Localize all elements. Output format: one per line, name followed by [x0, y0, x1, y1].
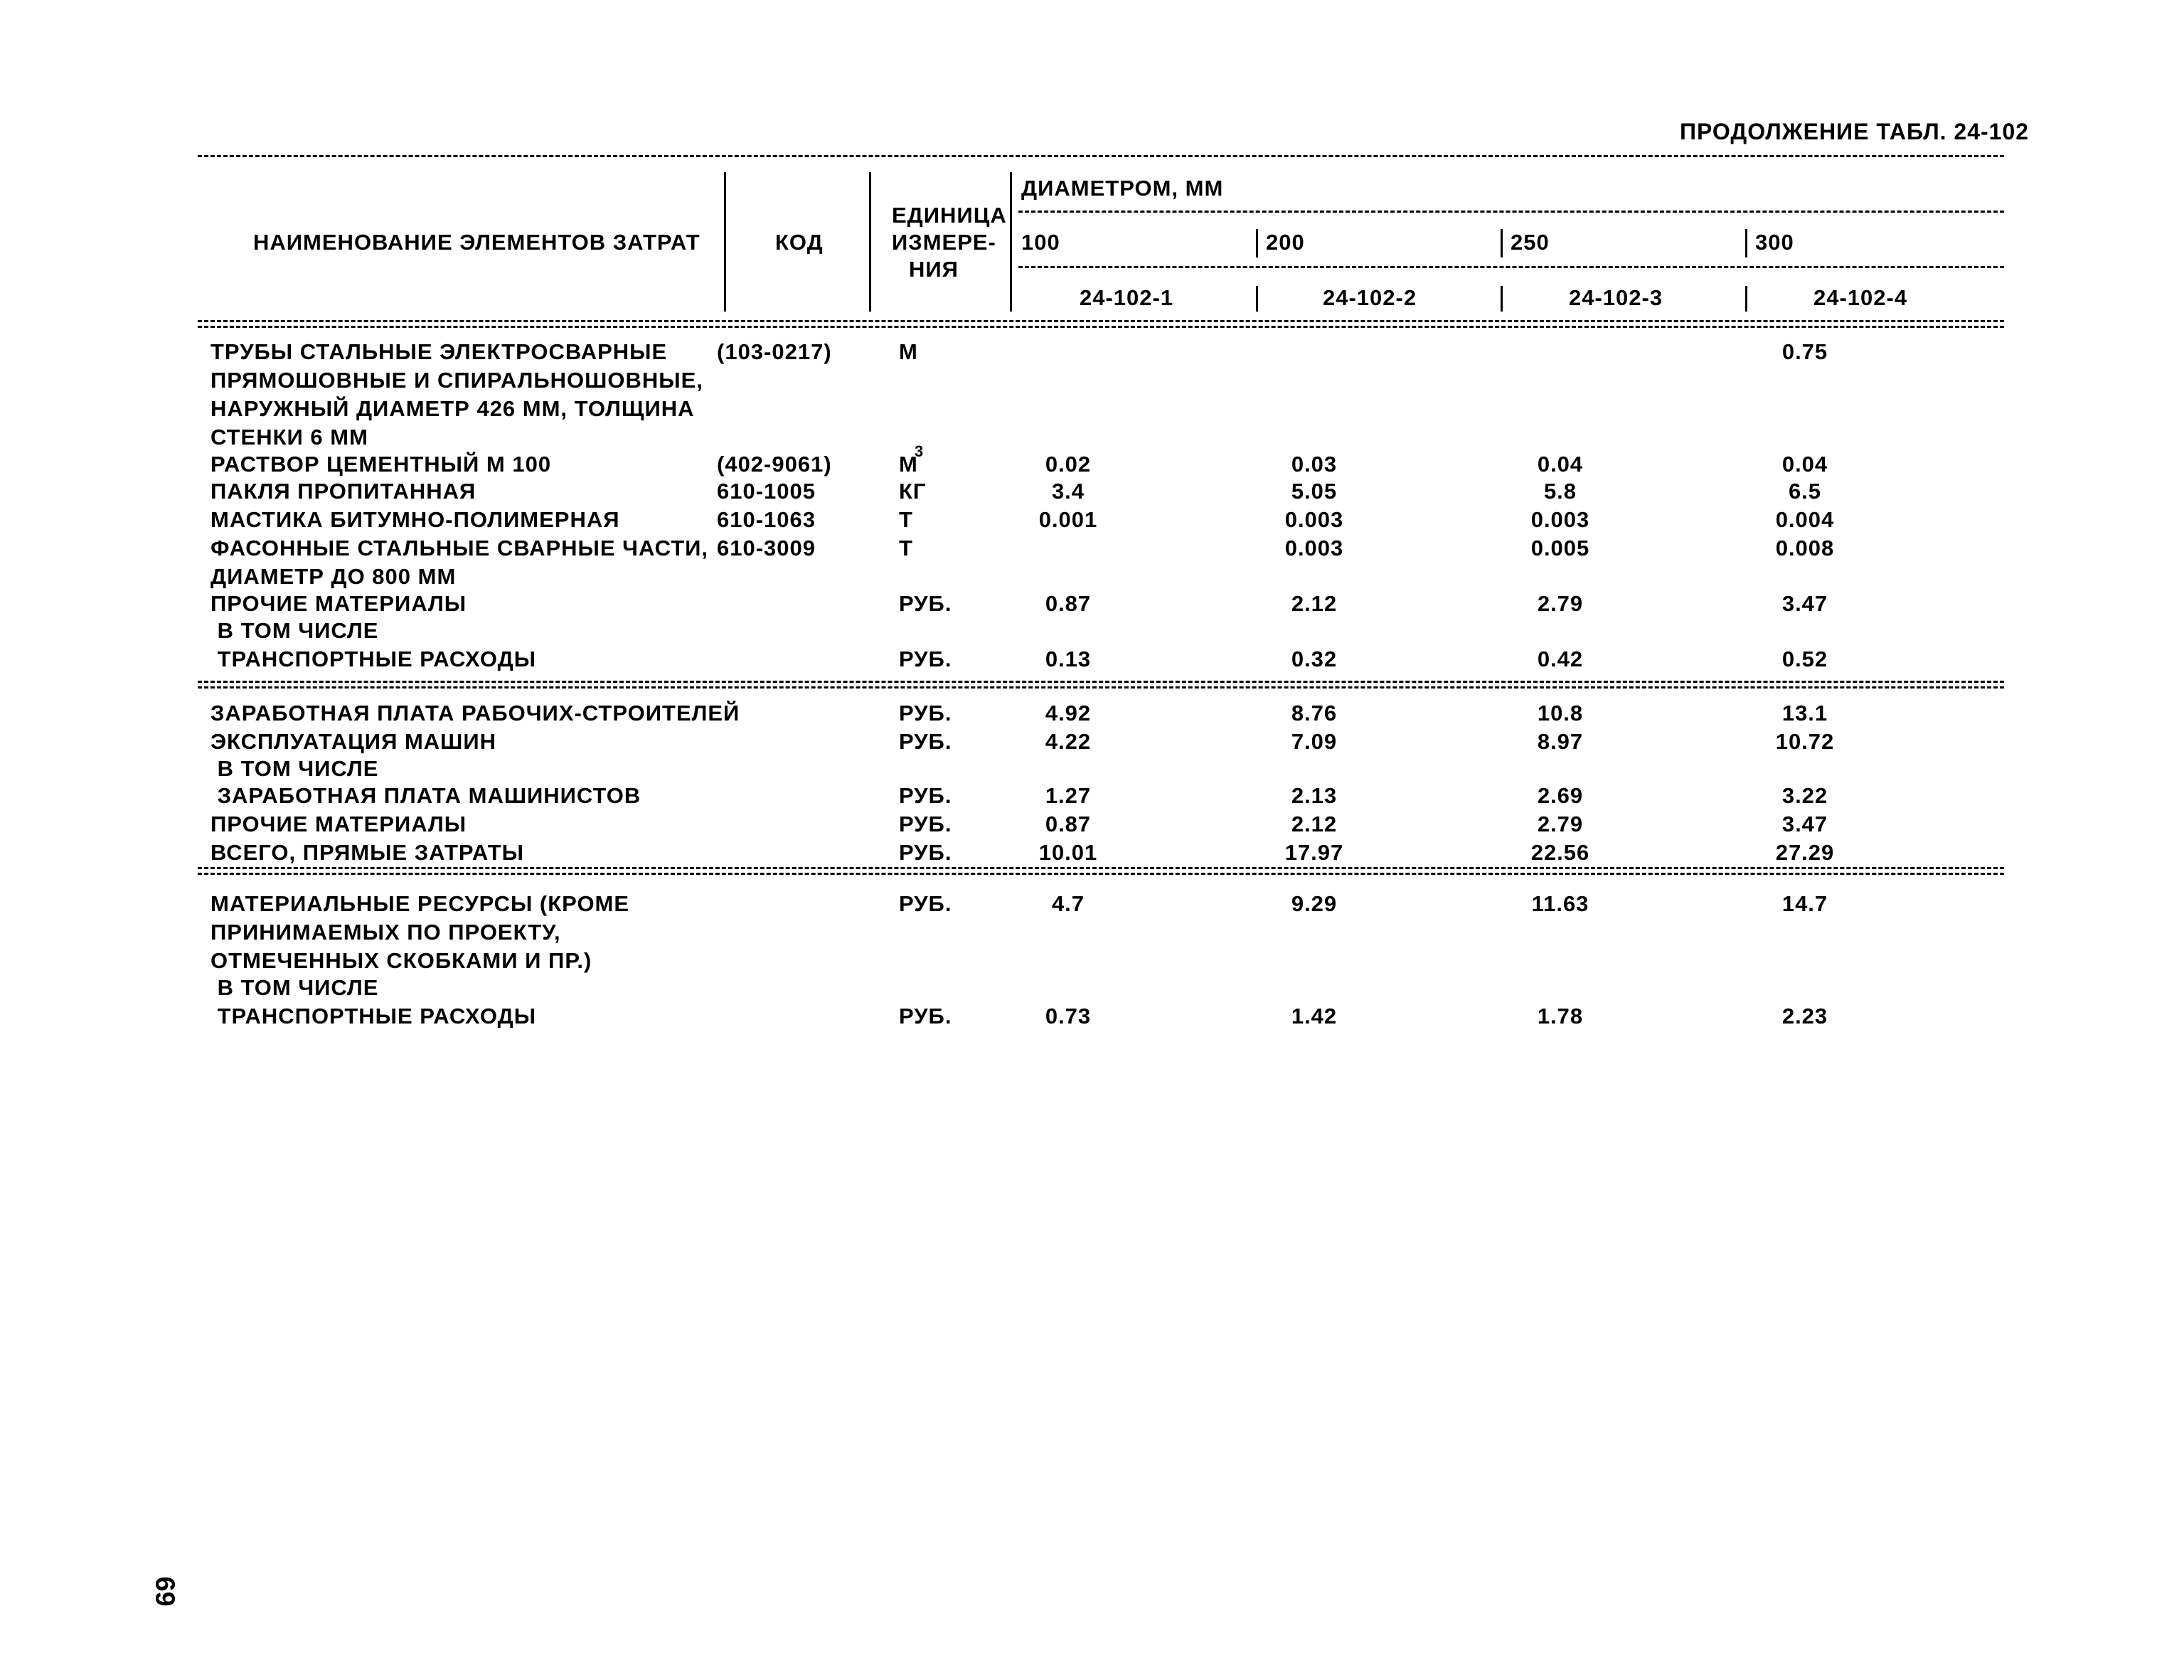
header-bottom-rule	[198, 320, 2004, 322]
row-value-4: 0.008	[1775, 536, 1835, 560]
continuation-title: ПРОДОЛЖЕНИЕ ТАБЛ. 24-102	[1680, 119, 2030, 144]
row-name: ЗАРАБОТНАЯ ПЛАТА РАБОЧИХ-СТРОИТЕЛЕЙ	[211, 701, 740, 725]
row-value-3: 2.79	[1537, 591, 1584, 616]
row-value-2: 0.03	[1291, 452, 1338, 477]
row-value-2: 17.97	[1284, 840, 1344, 865]
table-top-rule	[198, 155, 2004, 157]
row-value-4: 0.004	[1775, 507, 1835, 532]
row-value-4: 6.5	[1788, 479, 1822, 504]
row-code: 610-1005	[717, 479, 816, 504]
section-rule-2b	[198, 873, 2004, 875]
row-name: В ТОМ ЧИСЛЕ	[211, 618, 379, 643]
header-separator-d4	[1745, 229, 1747, 257]
row-value-4: 0.04	[1781, 452, 1828, 477]
row-unit-superscript: 3	[915, 442, 924, 460]
row-value-1: 4.92	[1045, 701, 1092, 725]
row-code: 610-3009	[717, 536, 816, 560]
row-unit: М	[899, 339, 918, 364]
row-value-3: 5.8	[1543, 479, 1577, 504]
row-value-1: 10.01	[1038, 840, 1098, 865]
row-unit: РУБ.	[899, 1004, 952, 1028]
header-d2: 200	[1266, 230, 1305, 255]
row-name: СТЕНКИ 6 ММ	[211, 425, 368, 450]
row-value-4: 3.22	[1781, 783, 1828, 808]
header-d4: 300	[1755, 230, 1794, 255]
row-name: В ТОМ ЧИСЛЕ	[211, 756, 379, 781]
header-separator-c4	[1745, 286, 1747, 312]
header-unit-line2: ИЗМЕРЕ-	[892, 230, 996, 255]
page-number: 69	[149, 1576, 180, 1607]
row-value-4: 3.47	[1781, 591, 1828, 616]
row-name: ЭКСПЛУАТАЦИЯ МАШИН	[211, 729, 497, 754]
section-rule-1b	[198, 686, 2004, 689]
header-separator-d2	[1256, 229, 1258, 257]
row-value-4: 27.29	[1775, 840, 1835, 865]
row-name: ОТМЕЧЕННЫХ СКОБКАМИ И ПР.)	[211, 948, 592, 973]
row-code: (402-9061)	[717, 452, 832, 477]
row-value-2: 8.76	[1291, 701, 1338, 725]
section-rule-2	[198, 867, 2004, 869]
row-value-2: 0.32	[1291, 647, 1338, 671]
row-name: В ТОМ ЧИСЛЕ	[211, 975, 379, 1000]
row-value-1: 0.73	[1045, 1004, 1092, 1028]
row-value-3: 1.78	[1537, 1004, 1584, 1028]
row-value-4: 10.72	[1775, 729, 1835, 754]
row-unit: РУБ.	[899, 783, 952, 808]
row-value-3: 10.8	[1537, 701, 1584, 725]
row-value-3: 0.005	[1530, 536, 1590, 560]
row-value-2: 0.003	[1284, 536, 1344, 560]
row-name: ПРЯМОШОВНЫЕ И СПИРАЛЬНОШОВНЫЕ,	[211, 368, 703, 393]
row-name: ПРИНИМАЕМЫХ ПО ПРОЕКТУ,	[211, 920, 561, 945]
row-value-2: 2.13	[1291, 783, 1338, 808]
header-unit-line3: НИЯ	[909, 257, 959, 282]
row-value-1: 0.02	[1045, 452, 1092, 477]
row-value-1: 0.13	[1045, 647, 1092, 671]
row-value-3: 0.04	[1537, 452, 1584, 477]
header-bottom-rule-2	[198, 326, 2004, 328]
header-c3: 24-102-3	[1569, 285, 1663, 310]
header-separator-code	[869, 172, 871, 312]
row-unit: КГ	[899, 479, 927, 504]
row-value-4: 2.23	[1781, 1004, 1828, 1028]
header-code: КОД	[775, 230, 824, 255]
row-name: ПАКЛЯ ПРОПИТАННАЯ	[211, 479, 476, 504]
row-value-1: 0.87	[1045, 591, 1092, 616]
header-c4: 24-102-4	[1813, 285, 1908, 310]
row-value-3: 22.56	[1530, 840, 1590, 865]
header-rule-diameter	[1018, 211, 2004, 213]
row-code: 610-1063	[717, 507, 816, 532]
header-c1: 24-102-1	[1080, 285, 1174, 310]
row-value-1: 4.7	[1051, 891, 1085, 916]
header-rule-sizes	[1018, 266, 2004, 268]
header-c2: 24-102-2	[1323, 285, 1417, 310]
row-unit: Т	[899, 507, 913, 532]
row-unit: РУБ.	[899, 647, 952, 671]
row-name: ПРОЧИЕ МАТЕРИАЛЫ	[211, 591, 467, 616]
row-value-4: 14.7	[1781, 891, 1828, 916]
row-value-3: 2.79	[1537, 812, 1584, 836]
row-name: МАСТИКА БИТУМНО-ПОЛИМЕРНАЯ	[211, 507, 620, 532]
row-value-2: 1.42	[1291, 1004, 1338, 1028]
row-value-4: 0.75	[1781, 339, 1828, 364]
row-name: ФАСОННЫЕ СТАЛЬНЫЕ СВАРНЫЕ ЧАСТИ,	[211, 536, 709, 560]
row-value-1: 0.87	[1045, 812, 1092, 836]
row-name: ТРАНСПОРТНЫЕ РАСХОДЫ	[211, 647, 537, 671]
row-value-3: 2.69	[1537, 783, 1584, 808]
row-code: (103-0217)	[717, 339, 832, 364]
row-value-1: 4.22	[1045, 729, 1092, 754]
row-name: ДИАМЕТР ДО 800 ММ	[211, 564, 457, 589]
row-value-3: 11.63	[1531, 891, 1589, 916]
row-value-2: 9.29	[1291, 891, 1338, 916]
row-name: ТРУБЫ СТАЛЬНЫЕ ЭЛЕКТРОСВАРНЫЕ	[211, 339, 668, 364]
row-value-1: 0.001	[1038, 507, 1098, 532]
header-separator-c2	[1256, 286, 1258, 312]
header-separator-name	[724, 172, 726, 312]
row-value-4: 3.47	[1781, 812, 1828, 836]
row-name: РАСТВОР ЦЕМЕНТНЫЙ М 100	[211, 452, 552, 477]
header-d1: 100	[1021, 230, 1060, 255]
row-value-2: 2.12	[1291, 812, 1338, 836]
row-unit: РУБ.	[899, 891, 952, 916]
row-value-4: 0.52	[1781, 647, 1828, 671]
row-value-2: 0.003	[1284, 507, 1344, 532]
header-separator-c3	[1501, 286, 1503, 312]
header-separator-d3	[1501, 229, 1503, 257]
header-separator-unit	[1010, 172, 1012, 312]
header-diameter: ДИАМЕТРОМ, ММ	[1021, 176, 1224, 201]
row-value-2: 5.05	[1291, 479, 1338, 504]
row-unit: РУБ.	[899, 729, 952, 754]
row-unit: РУБ.	[899, 591, 952, 616]
row-value-3: 0.42	[1537, 647, 1584, 671]
row-name: НАРУЖНЫЙ ДИАМЕТР 426 ММ, ТОЛЩИНА	[211, 396, 695, 421]
row-value-1: 3.4	[1051, 479, 1085, 504]
row-value-3: 0.003	[1530, 507, 1590, 532]
row-value-4: 13.1	[1781, 701, 1828, 725]
row-name: ТРАНСПОРТНЫЕ РАСХОДЫ	[211, 1004, 537, 1028]
row-value-2: 7.09	[1291, 729, 1338, 754]
header-unit-line1: ЕДИНИЦА	[892, 203, 1007, 228]
row-name: ЗАРАБОТНАЯ ПЛАТА МАШИНИСТОВ	[211, 783, 641, 808]
header-d3: 250	[1511, 230, 1550, 255]
row-value-2: 2.12	[1291, 591, 1338, 616]
row-unit: РУБ.	[899, 701, 952, 725]
row-unit: М	[899, 452, 918, 477]
row-unit: Т	[899, 536, 913, 560]
row-value-3: 8.97	[1537, 729, 1584, 754]
row-unit: РУБ.	[899, 812, 952, 836]
section-rule-1	[198, 681, 2004, 683]
row-unit: РУБ.	[899, 840, 952, 865]
row-name: ВСЕГО, ПРЯМЫЕ ЗАТРАТЫ	[211, 840, 524, 865]
row-value-1: 1.27	[1045, 783, 1092, 808]
row-name: МАТЕРИАЛЬНЫЕ РЕСУРСЫ (КРОМЕ	[211, 891, 630, 916]
row-name: ПРОЧИЕ МАТЕРИАЛЫ	[211, 812, 467, 836]
header-name: НАИМЕНОВАНИЕ ЭЛЕМЕНТОВ ЗАТРАТ	[253, 230, 701, 255]
